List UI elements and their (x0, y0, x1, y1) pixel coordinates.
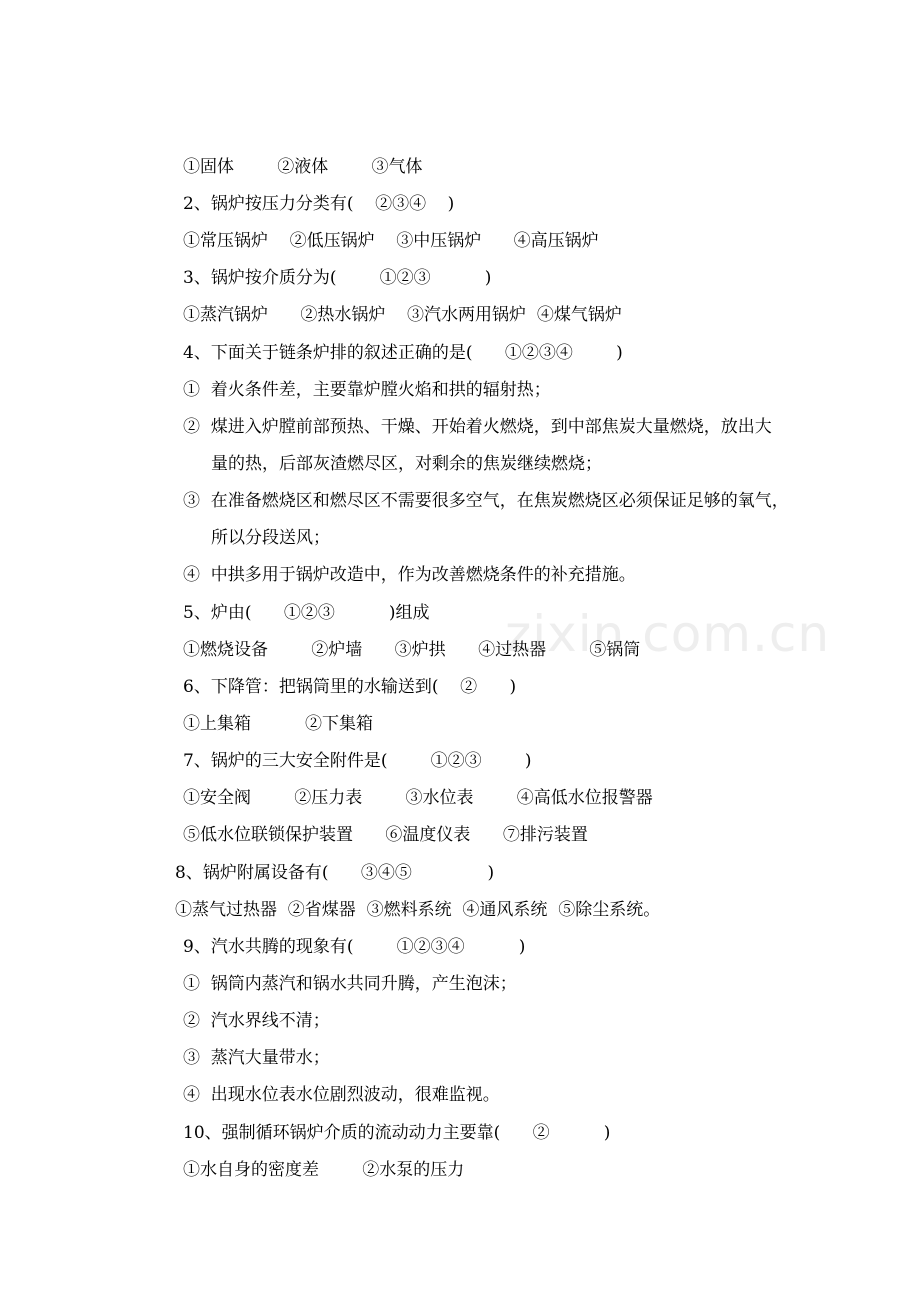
statement-continuation: 量的热，后部灰渣燃尽区，对剩余的焦炭继续燃烧； (211, 454, 602, 474)
question-line: 9、汽水共腾的现象有( ①②③④ ) (183, 937, 526, 957)
question-line: 10、强制循环锅炉介质的流动动力主要靠( ② ) (183, 1123, 611, 1143)
option-line: ⑤低水位联锁保护装置 ⑥温度仪表 ⑦排污装置 (183, 825, 588, 845)
statement-line: ① 着火条件差，主要靠炉膛火焰和拱的辐射热； (183, 380, 551, 400)
statement-line: ② 汽水界线不清； (183, 1011, 330, 1031)
statement-line: ③ 在准备燃烧区和燃尽区不需要很多空气，在焦炭燃烧区必须保证足够的氧气， (183, 491, 789, 511)
statement-line: ② 煤进入炉膛前部预热、干燥、开始着火燃烧，到中部焦炭大量燃烧，放出大 (183, 417, 772, 437)
option-line: ①水自身的密度差 ②水泵的压力 (183, 1160, 465, 1180)
question-line: 4、下面关于链条炉排的叙述正确的是( ①②③④ ) (183, 343, 623, 363)
question-line: 6、下降管：把锅筒里的水输送到( ② ) (183, 677, 517, 697)
question-line: 2、锅炉按压力分类有( ②③④ ) (183, 194, 455, 214)
option-line: ①常压锅炉 ②低压锅炉 ③中压锅炉 ④高压锅炉 (183, 231, 599, 251)
option-line: ①固体 ②液体 ③气体 (183, 157, 423, 177)
option-line: ①上集箱 ②下集箱 (183, 714, 374, 734)
question-line: 8、锅炉附属设备有( ③④⑤ ) (175, 863, 495, 883)
question-line: 3、锅炉按介质分为( ①②③ ) (183, 268, 492, 288)
statement-line: ③ 蒸汽大量带水； (183, 1048, 330, 1068)
question-line: 5、炉由( ①②③ )组成 (183, 603, 430, 623)
statement-continuation: 所以分段送风； (211, 528, 330, 548)
statement-line: ① 锅筒内蒸汽和锅水共同升腾，产生泡沫； (183, 974, 517, 994)
option-line: ①蒸汽锅炉 ②热水锅炉 ③汽水两用锅炉 ④煤气锅炉 (183, 305, 622, 325)
option-line: ①安全阀 ②压力表 ③水位表 ④高低水位报警器 (183, 788, 653, 808)
option-line: ①燃烧设备 ②炉墙 ③炉拱 ④过热器 ⑤锅筒 (183, 640, 641, 660)
watermark: zixin.com.cn (505, 605, 831, 663)
question-line: 7、锅炉的三大安全附件是( ①②③ ) (183, 751, 532, 771)
option-line: ①蒸气过热器 ②省煤器 ③燃料系统 ④通风系统 ⑤除尘系统。 (175, 900, 661, 920)
statement-line: ④ 中拱多用于锅炉改造中，作为改善燃烧条件的补充措施。 (183, 565, 636, 585)
statement-line: ④ 出现水位表水位剧烈波动，很难监视。 (183, 1085, 500, 1105)
